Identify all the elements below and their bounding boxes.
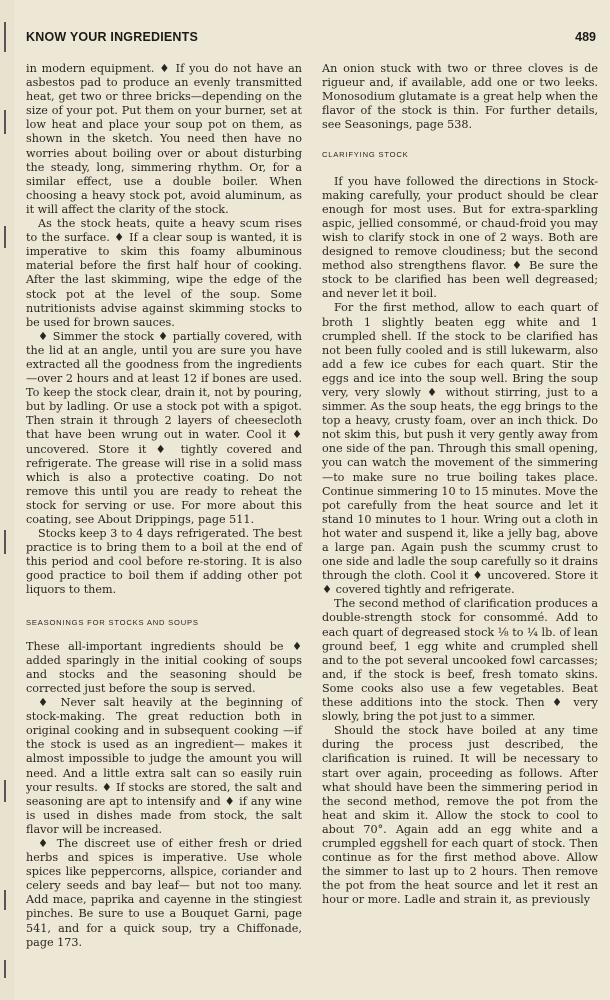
paragraph: ♦ Never salt heavily at the beginning of stock-making. The great reduction both in original cooking and in subsequent cooking —if the stock is used as an ingredient— makes it almost impossible to judge the amount you will need. And a little extra salt can so easily ruin your results. ♦ If stocks are stored, the salt and seasoning are apt to intensify and ♦ if any wine is used in dishes made from stock, the salt flavor will be increased. (26, 696, 302, 836)
paragraph: An onion stuck with two or three cloves is de rigueur and, if available, add one or two leeks. Monosodium glutamate is a great help when the flavor of the stock is thin. For further details, see Seasonings, page 538. (322, 62, 598, 132)
paragraph: If you have followed the directions in Stock-making carefully, your product should be clear enough for most uses. But for extra-sparkling aspic, jellied consommé, or chaud-froid you may wish to clarify stock in one of 2 ways. Both are designed to remove cloudiness; but the second method also strengthens flavor. ♦ Be sure the stock to be clarified has been well degreased; and never let it boil. (322, 174, 598, 301)
paragraph: Stocks keep 3 to 4 days refrigerated. The best practice is to bring them to a boil at the end of this period and cool before re-storing. It is also good practice to boil them if adding other pot liquors to them. (26, 527, 302, 597)
page-number: 489 (575, 30, 596, 44)
paragraph: ♦ The discreet use of either fresh or dried herbs and spices is imperative. Use whole spices like peppercorns, allspice, coriander and celery seeds and bay leaf— but not too many. Add mace, paprika and cayenne in the stingiest pinches. Be sure to use a Bouquet Garni, page 541, and for a quick soup, try a Chiffonade, page 173. (26, 836, 302, 949)
paragraph: As the stock heats, quite a heavy scum rises to the surface. ♦ If a clear soup is wanted, it is imperative to skim this foamy albuminous material before the first half hour of cooking. After the last skimming, wipe the edge of the stock pot at the level of the soup. Some nutritionists advise against skimming stocks to be used for brown sauces. (26, 217, 302, 329)
section-heading: CLARIFYING STOCK (322, 150, 409, 160)
running-title: KNOW YOUR INGREDIENTS (26, 30, 199, 44)
left-column (26, 62, 302, 950)
section-heading: SEASONINGS FOR STOCKS AND SOUPS (26, 617, 199, 627)
page-header (26, 30, 596, 50)
book-page (14, 0, 610, 1000)
paragraph: The second method of clarification produces a double-strength stock for consommé. Add to each quart of degreased stock ⅛ to ¼ lb. of lean ground beef, 1 egg white and crumpled shell and to the pot several uncooked fowl carcasses; and, if the stock is beef, fresh tomato skins. Some cooks also use a few vegetables. Beat these additions into the stock. Then ♦ very slowly, bring the pot just to a simmer. (322, 597, 598, 724)
right-column (322, 62, 598, 907)
paragraph: in modern equipment. ♦ If you do not have an asbestos pad to produce an evenly transmitted heat, get two or three bricks—depending on the size of your pot. Put them on your burner, set at low heat and place your soup pot on them, as shown in the sketch. You need then have no worries about boiling over or about disturbing the steady, long, simmering rhythm. Or, for a similar effect, use a double boiler. When choosing a heavy stock pot, avoid aluminum, as it will affect the clarity of the stock. (26, 62, 302, 216)
binding-edge (0, 0, 12, 1000)
paragraph: Should the stock have boiled at any time during the process just described, the clarification is ruined. It will be necessary to start over again, proceeding as follows. After what should have been the simmering period in the second method, remove the pot from the heat and skim it. Allow the stock to cool to about 70°. Again add an egg white and a crumpled eggshell for each quart of stock. Then continue as for the first method above. Allow the simmer to last up to 2 hours. Then remove the pot from the heat source and let it rest an hour or more. Ladle and strain it, as previously (322, 724, 598, 907)
paragraph: These all-important ingredients should be ♦ added sparingly in the initial cooking of soups and stocks and the seasoning should be corrected just before the soup is served. (26, 639, 302, 695)
paragraph: For the first method, allow to each quart of broth 1 slightly beaten egg white and 1 crumpled shell. If the stock to be clarified has not been fully cooled and is still lukewarm, also add a few ice cubes for each quart. Stir the eggs and ice into the soup well. Bring the soup very, very slowly ♦ without stirring, just to a simmer. As the soup heats, the egg brings to the top a heavy, crusty foam, over an inch thick. Do not skim this, but push it very gently away from one side of the pan. Through this small opening, you can watch the movement of the simmering—to make sure no true boiling takes place. Continue simmering 10 to 15 minutes. Move the pot carefully from the heat source and let it stand 10 minutes to 1 hour. Wring out a cloth in hot water and suspend it, like a jelly bag, above a large pan. Again push the scummy crust to one side and ladle the soup carefully so it drains through the cloth. Cool it ♦ uncovered. Store it ♦ covered tightly and refrigerate. (322, 301, 598, 597)
paragraph: ♦ Simmer the stock ♦ partially covered, with the lid at an angle, until you are sure you have extracted all the goodness from the ingredients—over 2 hours and at least 12 if bones are used. To keep the stock clear, drain it, not by pouring, but by ladling. Or use a stock pot with a spigot. Then strain it through 2 layers of cheesecloth that have been wrung out in water. Cool it ♦ uncovered. Store it ♦ tightly covered and refrigerate. The grease will rise in a solid mass which is also a protective coating. Do not remove this until you are ready to reheat the stock for serving or use. For more about this coating, see About Drippings, page 511. (26, 329, 302, 526)
